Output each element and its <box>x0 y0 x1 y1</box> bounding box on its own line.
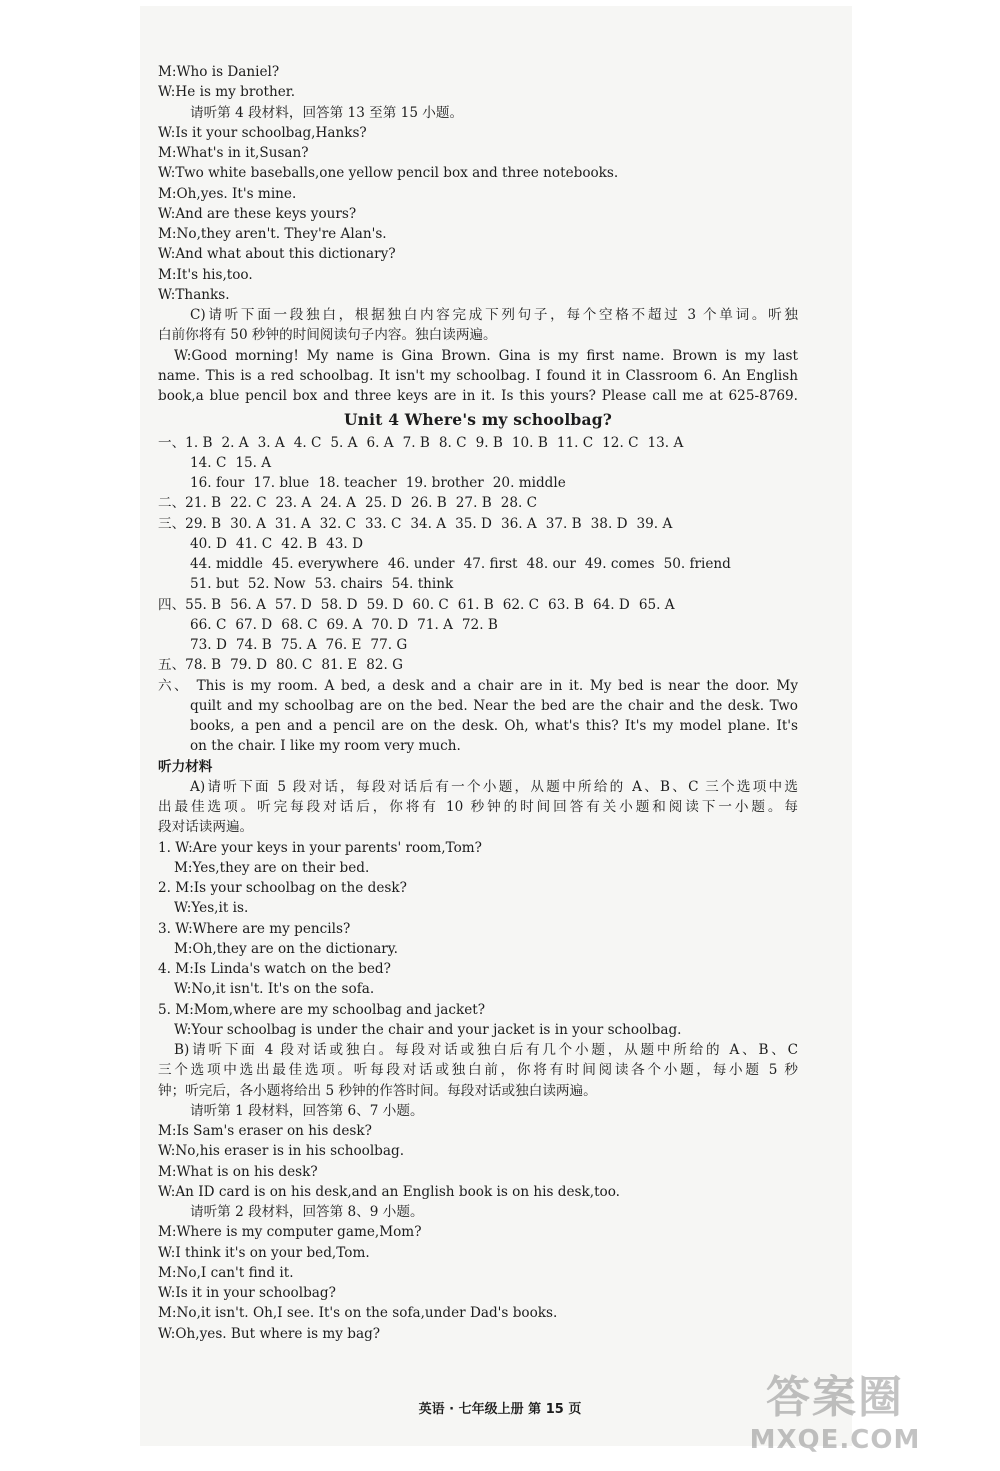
text-line: on the chair. I like my room very much. <box>190 738 461 755</box>
answer-item: 73. D <box>190 637 227 653</box>
text-line: 3. W:Where are my pencils? <box>158 920 351 937</box>
text-line: 六、 This is my room. A bed, a desk and a chair are in it. My bed is near the door. My <box>158 677 798 694</box>
answer-item: 三、29. B <box>158 515 222 532</box>
text-line: M:Yes,they are on their bed. <box>174 859 370 876</box>
text-line: W:Two white baseballs,one yellow pencil box and three notebooks. <box>158 165 619 182</box>
answer-item: 56. A <box>230 596 266 613</box>
answer-item: 36. A <box>500 515 537 532</box>
answer-item: 二、21. B <box>158 495 222 512</box>
answer-item: 48. our <box>526 556 576 572</box>
text-line: M:It's his,too. <box>158 266 253 283</box>
answer-item: 20. middle <box>492 475 566 491</box>
answer-item: 54. think <box>391 576 454 593</box>
answer-row <box>158 655 798 675</box>
text-line: W:Your schoolbag is under the chair and your jacket is in your schoolbag. <box>174 1021 682 1038</box>
text-line: books, a pen and a pencil are on the desk. Oh, what's this? It's my model plane. It's <box>190 718 798 734</box>
text-line: W:And what about this dictionary? <box>158 246 396 263</box>
answer-item: 37. B <box>545 515 582 532</box>
answer-item: 31. A <box>274 515 311 532</box>
answer-item: 65. A <box>638 596 675 613</box>
answer-item: 12. C <box>602 434 639 451</box>
answer-key-page <box>158 62 798 1344</box>
answer-row <box>158 453 798 473</box>
text-line: 白前你将有 50 秒钟的时间阅读句子内容。独白读两遍。 <box>158 327 497 344</box>
answer-row <box>158 595 798 615</box>
answer-item: 69. A <box>326 616 363 633</box>
unit-title: Unit 4 Where's my schoolbag? <box>343 410 613 430</box>
text-line: W:No,it isn't. It's on the sofa. <box>174 981 375 998</box>
answer-row <box>158 615 798 635</box>
text-line: 4. M:Is Linda's watch on the bed? <box>158 961 391 977</box>
text-line: W:No,his eraser is in his schoolbag. <box>158 1143 405 1160</box>
text-line: M:Oh,they are on the dictionary. <box>174 940 399 957</box>
answer-row <box>158 493 798 513</box>
answer-item: 5. A <box>330 434 358 451</box>
text-line: 5. M:Mom,where are my schoolbag and jacket? <box>158 1001 486 1018</box>
text-line: 请听第 4 段材料，回答第 13 至第 15 小题。 <box>190 104 464 121</box>
answer-item: 63. B <box>548 596 584 613</box>
answer-item: 11. C <box>556 434 594 451</box>
answer-item: 50. friend <box>663 556 731 572</box>
answer-item: 41. C <box>235 535 273 552</box>
watermark-url: MXQE.COM <box>749 1425 921 1455</box>
answer-item: 42. B <box>281 535 318 552</box>
text-line: M:Is Sam's eraser on his desk? <box>158 1123 372 1139</box>
answer-item: 16. four <box>190 475 245 491</box>
text-line: M:No,they aren't. They're Alan's. <box>158 226 387 242</box>
answer-item: 28. C <box>500 495 538 512</box>
answer-item: 39. A <box>636 515 673 532</box>
text-line: W:Oh,yes. But where is my bag? <box>158 1325 381 1342</box>
answer-item: 38. D <box>590 515 628 532</box>
answer-item: 四、55. B <box>158 596 222 613</box>
answer-item: 15. A <box>235 454 272 471</box>
answer-item: 57. D <box>274 596 312 613</box>
answer-item: 82. G <box>366 657 403 674</box>
answer-item: 26. B <box>410 495 447 512</box>
text-line: A)请听下面 5 段对话，每段对话后有一个小题，从题中所给的 A、B、C 三个选项中选 <box>190 778 798 795</box>
answer-row <box>158 635 798 655</box>
answer-row <box>158 574 798 594</box>
text-line: W:I think it's on your bed,Tom. <box>158 1244 370 1261</box>
text-line: 请听第 1 段材料，回答第 6、7 小题。 <box>190 1102 424 1119</box>
text-line: M:Oh,yes. It's mine. <box>158 185 297 202</box>
text-line: M:Where is my computer game,Mom? <box>158 1224 422 1241</box>
text-line: W:Is it your schoolbag,Hanks? <box>158 124 367 141</box>
answer-item: 34. A <box>410 515 447 532</box>
text-line: W:Yes,it is. <box>174 900 249 917</box>
answer-item: 59. D <box>366 596 404 613</box>
watermark-logo-text: 答案圈 <box>766 1372 904 1423</box>
answer-row <box>158 514 798 534</box>
text-line: 请听第 2 段材料，回答第 8、9 小题。 <box>190 1204 424 1220</box>
answer-item: 3. A <box>257 434 285 451</box>
text-line: 钟；听完后，各小题将给出 5 秒钟的作答时间。每段对话或独白读两遍。 <box>158 1082 597 1099</box>
text-line: 三个选项中选出最佳选项。听每段对话或独白前，你将有时间阅读各个小题，每小题 5 秒 <box>158 1062 798 1079</box>
answer-key-list <box>158 433 798 676</box>
answer-item: 2. A <box>221 434 249 451</box>
answer-item: 76. E <box>325 637 362 653</box>
answer-item: 72. B <box>461 616 498 633</box>
listening-materials-heading: 听力材料 <box>158 758 213 775</box>
answer-item: 64. D <box>592 596 630 613</box>
answer-item: 10. B <box>511 434 548 451</box>
text-line: M:What is on his desk? <box>158 1163 318 1180</box>
answer-item: 44. middle <box>190 556 263 572</box>
text-line: 段对话读两遍。 <box>158 819 254 836</box>
answer-item: 75. A <box>280 637 317 653</box>
watermark-logo <box>730 1361 940 1455</box>
listening-script-unit3-end <box>158 62 798 406</box>
answer-item: 一、1. B <box>158 434 213 451</box>
answer-item: 4. C <box>293 434 322 451</box>
answer-item: 46. under <box>387 556 455 572</box>
answer-item: 22. C <box>230 495 267 512</box>
listening-script-unit4 <box>158 777 798 1344</box>
text-line: W:Thanks. <box>158 286 230 303</box>
answer-item: 43. D <box>326 535 363 552</box>
text-line: 1. W:Are your keys in your parents' room,Tom? <box>158 839 482 856</box>
text-line: W:Good morning! My name is Gina Brown. Gina is my first name. Brown is my last <box>174 347 798 364</box>
answer-item: 40. D <box>190 535 227 552</box>
answer-item: 27. B <box>455 495 492 512</box>
text-line: M:No,I can't find it. <box>158 1264 294 1281</box>
answer-item: 19. brother <box>405 475 484 491</box>
answer-item: 52. Now <box>247 576 306 593</box>
answer-item: 30. A <box>230 515 266 532</box>
text-line: 出最佳选项。听完每段对话后，你将有 10 秒钟的时间回答有关小题和阅读下一小题。每 <box>158 799 798 815</box>
answer-item: 14. C <box>190 454 227 471</box>
answer-row <box>158 473 798 493</box>
answer-item: 53. chairs <box>314 576 383 593</box>
answer-item: 67. D <box>235 616 273 633</box>
text-line: M:What's in it,Susan? <box>158 145 309 161</box>
answer-item: 58. D <box>320 596 358 613</box>
answer-item: 70. D <box>371 616 409 633</box>
answer-item: 74. B <box>235 637 272 653</box>
text-line: book,a blue pencil box and three keys are in it. Is this yours? Please call me at 625-8769. <box>158 388 798 404</box>
writing-sample <box>158 676 798 757</box>
answer-item: 6. A <box>366 434 394 451</box>
answer-row <box>158 534 798 554</box>
answer-item: 80. C <box>275 657 313 674</box>
answer-item: 23. A <box>275 495 312 512</box>
answer-item: 66. C <box>190 616 227 633</box>
text-line: M:Who is Daniel? <box>158 64 280 80</box>
answer-item: 35. D <box>455 515 492 532</box>
answer-item: 17. blue <box>253 475 310 491</box>
text-line: B)请听下面 4 段对话或独白。每段对话或独白后有几个小题，从题中所给的 A、B、C <box>174 1042 798 1058</box>
answer-item: 81. E <box>321 657 358 674</box>
answer-item: 60. C <box>412 596 449 613</box>
answer-item: 33. C <box>365 515 402 532</box>
answer-item: 13. A <box>647 434 684 451</box>
answer-item: 49. comes <box>584 556 655 572</box>
answer-item: 68. C <box>281 616 318 633</box>
answer-item: 24. A <box>320 495 356 512</box>
answer-item: 五、78. B <box>158 657 222 674</box>
answer-item: 25. D <box>365 495 402 512</box>
text-line: quilt and my schoolbag are on the bed. Near the bed are the chair and the desk. Two <box>190 697 798 714</box>
answer-item: 51. but <box>190 576 239 593</box>
text-line: C)请听下面一段独白，根据独白内容完成下列句子，每个空格不超过 3 个单词。听独 <box>190 307 798 323</box>
text-line: name. This is a red schoolbag. It isn't my schoolbag. I found it in Classroom 6. An English <box>158 367 798 384</box>
answer-item: 18. teacher <box>318 475 397 491</box>
answer-item: 61. B <box>457 596 494 613</box>
answer-item: 77. G <box>370 637 408 653</box>
answer-item: 62. C <box>502 596 540 613</box>
text-line: 2. M:Is your schoolbag on the desk? <box>158 880 407 896</box>
answer-item: 47. first <box>463 556 518 572</box>
answer-item: 8. C <box>438 434 467 451</box>
page-footer: 英语 · 七年级上册 第 15 页 <box>418 1402 582 1417</box>
answer-item: 79. D <box>230 657 267 674</box>
answer-item: 9. B <box>475 434 503 451</box>
answer-item: 45. everywhere <box>271 556 379 572</box>
answer-item: 7. B <box>402 434 430 451</box>
text-line: W:Is it in your schoolbag? <box>158 1285 336 1301</box>
answer-item: 71. A <box>417 616 453 633</box>
text-line: W:An ID card is on his desk,and an English book is on his desk,too. <box>158 1183 620 1200</box>
answer-row <box>158 554 798 574</box>
answer-item: 32. C <box>319 515 356 532</box>
text-line: W:He is my brother. <box>158 84 296 101</box>
answer-row <box>158 433 798 453</box>
text-line: M:No,it isn't. Oh,I see. It's on the sofa,under Dad's books. <box>158 1305 558 1322</box>
text-line: W:And are these keys yours? <box>158 205 357 222</box>
